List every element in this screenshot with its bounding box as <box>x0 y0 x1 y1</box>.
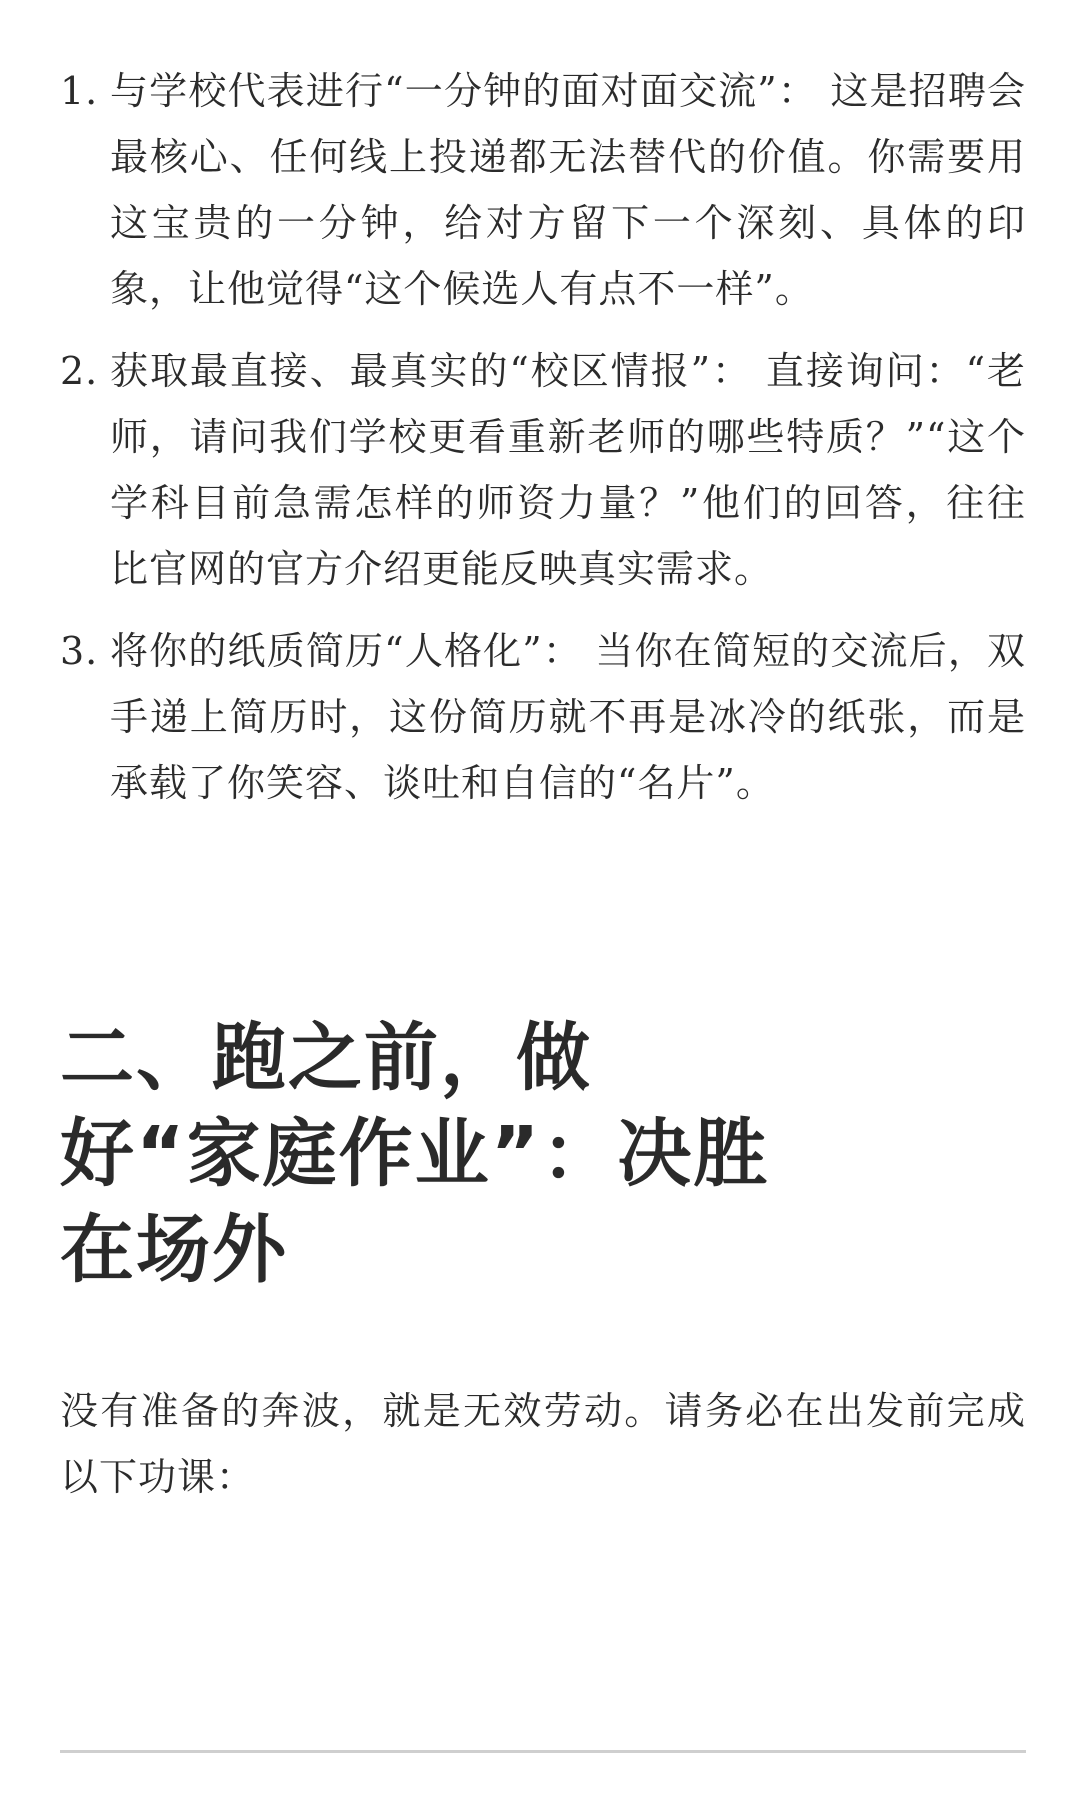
list-item-text: 与学校代表进行“一分钟的面对面交流”： 这是招聘会最核心、任何线上投递都无法替代的价值。你需要用这宝贵的一分钟，给对方留下一个深刻、具体的印象，让他觉得“这个候选人有点不一样”。 <box>110 69 1026 311</box>
divider <box>60 1750 1026 1753</box>
section-heading: 二、跑之前，做好“家庭作业”：决胜在场外 <box>60 1015 770 1293</box>
list-item <box>60 618 1026 816</box>
list-item <box>60 338 1026 602</box>
intro-paragraph: 没有准备的奔波，就是无效劳动。请务必在出发前完成以下功课： <box>60 1389 1026 1499</box>
list-item-text: 将你的纸质简历“人格化”： 当你在简短的交流后，双手递上简历时，这份简历就不再是冰冷的纸张，而是承载了你笑容、谈吐和自信的“名片”。 <box>110 629 1026 805</box>
list-item-number: 1. <box>60 69 99 113</box>
list-item <box>60 58 1026 322</box>
list-item-number: 3. <box>60 629 99 673</box>
list-item-text: 获取最直接、最真实的“校区情报”： 直接询问：“老师，请问我们学校更看重新老师的哪些特质？”“这个学科目前急需怎样的师资力量？”他们的回答，往往比官网的官方介绍更能反映真实需求。 <box>110 349 1026 591</box>
numbered-list <box>60 58 1026 832</box>
list-item-number: 2. <box>60 349 99 393</box>
